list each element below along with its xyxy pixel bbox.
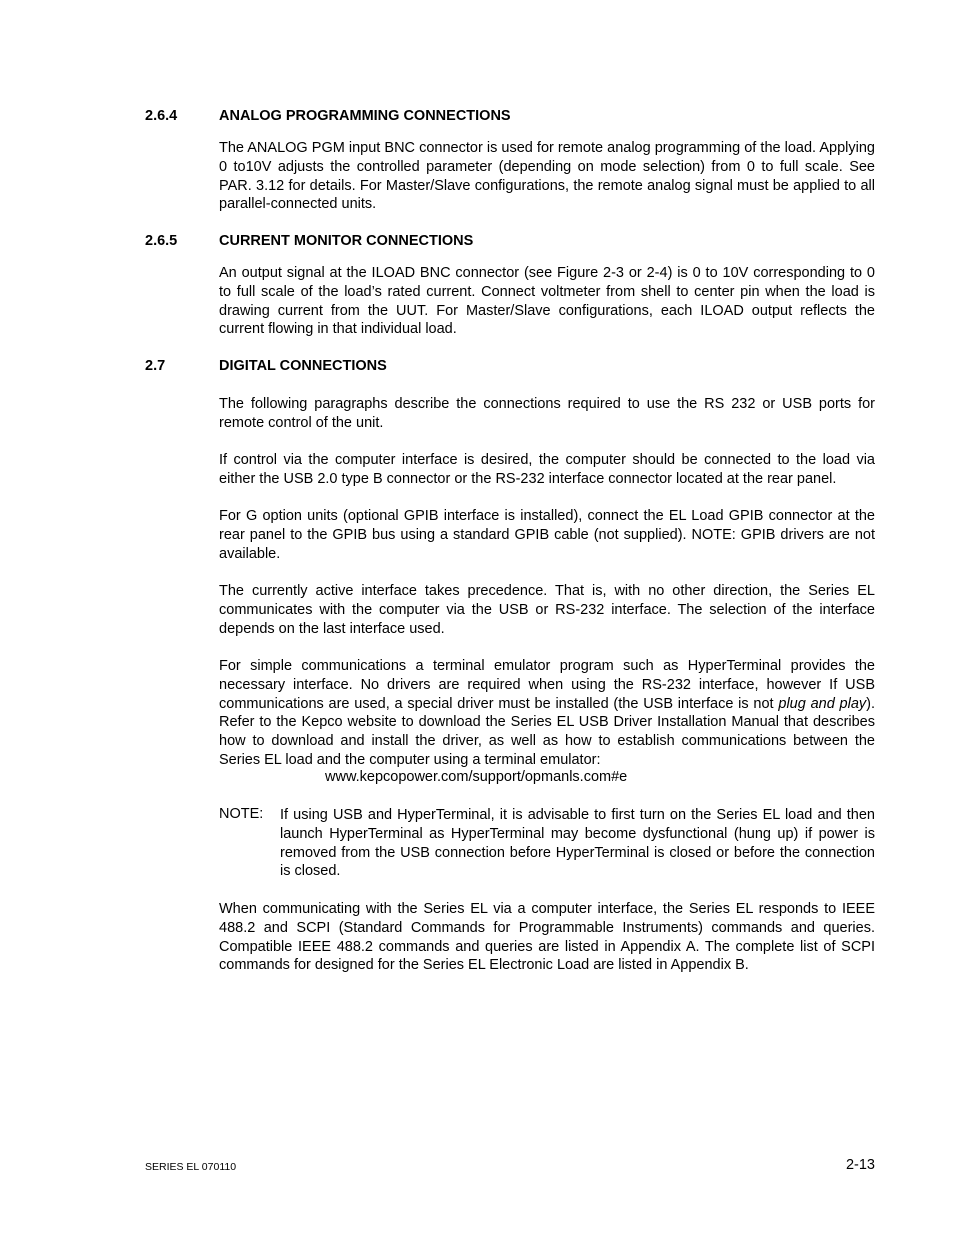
kepco-support-url: www.kepcopower.com/support/opmanls.com#e [325, 769, 628, 785]
paragraph-computer-interface: If control via the computer interface is desired, the computer should be connected to the load via either the USB 2.0 type B connector or the RS-232 interface connector located at the rear panel. [219, 452, 875, 487]
footer-document-id: SERIES EL 070110 [145, 1161, 237, 1173]
terminal-text-part-2: ). Refer to the Kepco website to download the Series EL USB Driver Installation Manual that describes how to download and install the driver, as well as how to establish communications between the Series EL load and the computer using a terminal emulator: [219, 695, 876, 768]
section-title-analog-programming: ANALOG PROGRAMMING CONNECTIONS [219, 108, 511, 124]
section-number-2-6-4: 2.6.4 [145, 108, 178, 124]
paragraph-terminal-emulator [219, 657, 875, 770]
section-title-current-monitor: CURRENT MONITOR CONNECTIONS [219, 233, 474, 249]
plug-and-play-italic: plug and play [778, 695, 867, 712]
section-number-2-6-5: 2.6.5 [145, 233, 178, 249]
note-label: NOTE: [219, 806, 264, 822]
paragraph-digital-intro: The following paragraphs describe the connections required to use the RS 232 or USB ports for remote control of the unit. [219, 396, 875, 431]
paragraph-current-monitor: An output signal at the ILOAD BNC connector (see Figure 2-3 or 2-4) is 0 to 10V corresponding to 0 to full scale of the load’s rated current. Connect voltmeter from shell to center pin when the load is drawing current from the UUT. For Master/Slave configurations, each ILOAD output reflects the current flowing in that individual load. [219, 265, 875, 338]
section-number-2-7: 2.7 [145, 358, 166, 374]
paragraph-ieee-scpi: When communicating with the Series EL via a computer interface, the Series EL responds to IEEE 488.2 and SCPI (Standard Commands for Programmable Instruments) commands and queries. Compatible IEEE 488.2 commands and queries are listed in Appendix A. The complete list of SCPI commands for designed for the Series EL Electronic Load are listed in Appendix B. [219, 901, 875, 974]
section-title-digital-connections: DIGITAL CONNECTIONS [219, 358, 387, 374]
terminal-text-part-1: For simple communications a terminal emulator program such as HyperTerminal provides the necessary interface. No drivers are required when using the RS-232 interface, however If USB communications are used, a special driver must be installed (the USB interface is not [219, 658, 875, 712]
paragraph-active-interface: The currently active interface takes precedence. That is, with no other direction, the Series EL communicates with the computer via the USB or RS-232 interface. The selection of the interface depends on the last interface used. [219, 583, 875, 637]
paragraph-analog-programming: The ANALOG PGM input BNC connector is used for remote analog programming of the load. Applying 0 to10V adjusts the controlled parameter (depending on mode selection) from 0 to full scale. See PAR. 3.12 for details. For Master/Slave configurations, the remote analog signal must be applied to all parallel-connected units. [219, 140, 875, 213]
note-text: If using USB and HyperTerminal, it is advisable to first turn on the Series EL load and then launch HyperTerminal as HyperTerminal may become dysfunctional (hung up) if power is removed from the USB connection before HyperTerminal is closed or before the connection is closed. [280, 807, 875, 880]
paragraph-gpib-option: For G option units (optional GPIB interface is installed), connect the EL Load GPIB connector at the rear panel to the GPIB bus using a standard GPIB cable (not supplied). NOTE: GPIB drivers are not available. [219, 508, 875, 562]
footer-page-number: 2-13 [845, 1157, 875, 1173]
